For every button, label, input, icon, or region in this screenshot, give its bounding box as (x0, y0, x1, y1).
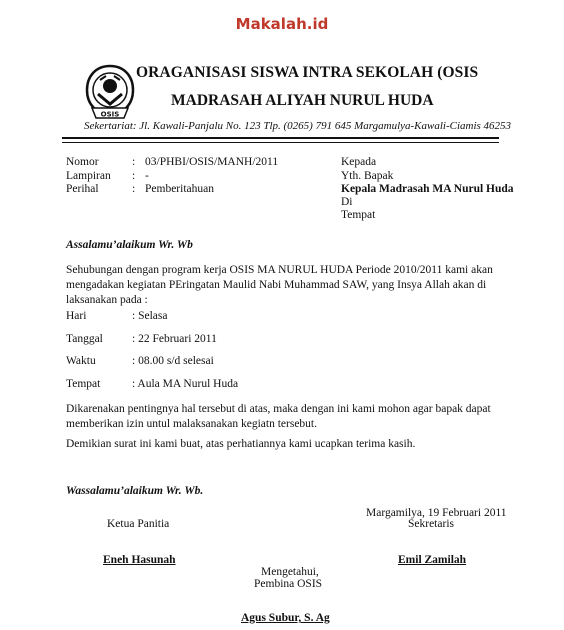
detail-label-tanggal: Tanggal (66, 333, 103, 345)
approval-label: Mengetahui, (261, 566, 319, 578)
org-name-line2: MADRASAH ALIYAH NURUL HUDA (171, 92, 434, 109)
detail-label-tempat: Tempat (66, 378, 101, 390)
osis-logo (84, 64, 136, 122)
detail-value-hari: : Selasa (132, 310, 168, 322)
lampiran-label: Lampiran (66, 170, 111, 182)
detail-value-tempat: : Aula MA Nurul Huda (132, 378, 239, 390)
lampiran-separator: : (132, 170, 136, 182)
org-name-line1: ORAGANISASI SISWA INTRA SEKOLAH (OSIS (136, 64, 479, 81)
recipient-line5: Tempat (341, 209, 376, 221)
place-date: Margamilya, 19 Februari 2011 (366, 507, 507, 519)
right-signer-role: Sekretaris (408, 518, 454, 530)
closing-paragraph: Demikian surat ini kami buat, atas perhatiannya kami ucapkan terima kasih. (66, 438, 416, 450)
nomor-label: Nomor (66, 156, 99, 168)
left-signer-name: Eneh Hasunah (103, 554, 176, 566)
recipient-line4: Di (341, 196, 353, 208)
right-signer-name: Emil Zamilah (398, 554, 467, 566)
closing-greeting: Wassalamu’alaikum Wr. Wb. (66, 485, 204, 497)
perihal-label: Perihal (66, 183, 99, 195)
detail-value-tanggal: : 22 Februari 2011 (132, 333, 217, 345)
approval-name: Agus Subur, S. Ag (241, 612, 330, 624)
left-signer-role: Ketua Panitia (107, 518, 170, 530)
perihal-separator: : (132, 183, 136, 195)
recipient-line3: Kepala Madrasah MA Nurul Huda (341, 183, 514, 195)
header-rule-thin (62, 142, 499, 143)
greeting: Assalamu’alaikum Wr. Wb (66, 239, 193, 251)
recipient-line1: Kepada (341, 156, 377, 168)
nomor-separator: : (132, 156, 136, 168)
detail-label-hari: Hari (66, 310, 87, 322)
nomor-value: 03/PHBI/OSIS/MANH/2011 (145, 156, 279, 168)
watermark-text: Makalah.id (235, 15, 329, 33)
reason-paragraph: Dikarenakan pentingnya hal tersebut di atas, maka dengan ini kami mohon agar bapak dapat memberikan izin untul malaksanakan kegiatn tersebut. (66, 403, 491, 430)
approval-role: Pembina OSIS (254, 578, 323, 590)
detail-value-waktu: : 08.00 s/d selesai (132, 355, 214, 367)
recipient-line2: Yth. Bapak (341, 170, 394, 182)
lampiran-value: - (145, 170, 149, 182)
perihal-value: Pemberitahuan (145, 183, 214, 195)
logo-text: OSIS (100, 110, 120, 119)
header-rule-thick (62, 137, 499, 139)
intro-paragraph: Sehubungan dengan program kerja OSIS MA NURUL HUDA Periode 2010/2011 kami akan mengadakan kegiatan PEringatan Maulid Nabi Muhammad SAW, yang Insya Allah akan di laksanakan pada : (66, 264, 493, 306)
address-line: Sekertariat: Jl. Kawali-Panjalu No. 123 Tlp. (0265) 791 645 Margamulya-Kawali-Ciamis 46253 (84, 120, 512, 132)
detail-label-waktu: Waktu (66, 355, 96, 367)
